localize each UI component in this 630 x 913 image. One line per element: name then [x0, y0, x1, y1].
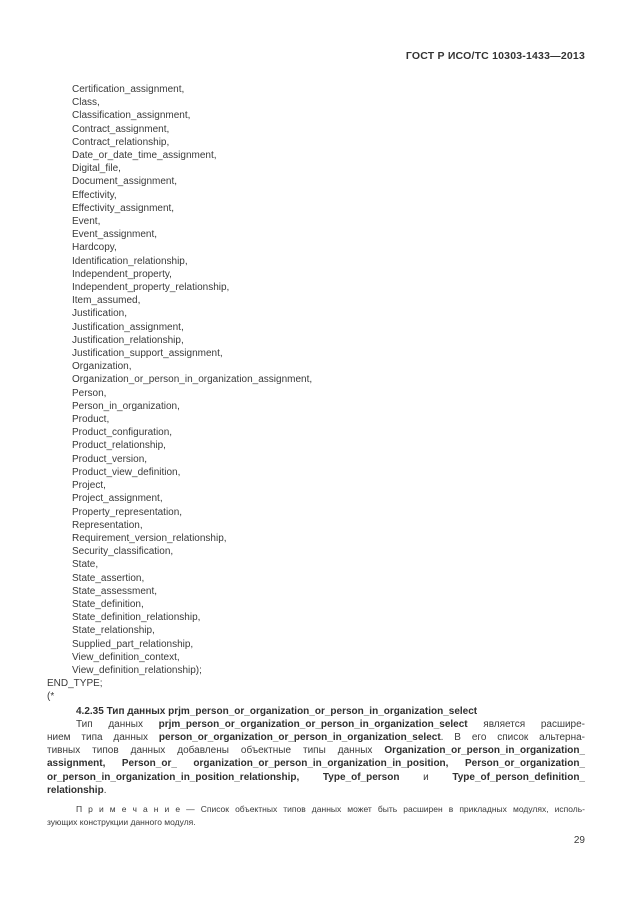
code-line: State_definition_relationship,: [72, 612, 201, 624]
code-line: Independent_property,: [72, 268, 172, 280]
code-line: Requirement_version_relationship,: [72, 532, 227, 544]
section-heading: 4.2.35 Тип данных prjm_person_or_organization_or_person_in_organization_select: [76, 705, 478, 717]
text-segment: .: [103, 784, 107, 796]
paragraph-line: [47, 816, 585, 829]
text-segment: Organization_or_person_in_organization_: [384, 745, 585, 757]
code-line: Justification_relationship,: [72, 334, 184, 346]
code-line: Security_classification,: [72, 546, 174, 558]
code-line: Product_view_definition,: [72, 466, 181, 478]
code-line: Justification_assignment,: [72, 321, 184, 333]
code-line: View_definition_relationship);: [72, 664, 202, 676]
code-line: Digital_file,: [72, 163, 121, 175]
code-line: Contract_relationship,: [72, 136, 170, 148]
text-segment: or_person_in_organization_in_position_relationship, Type_of_person: [47, 771, 400, 783]
code-line: State,: [72, 559, 99, 571]
code-line: State_definition,: [72, 598, 144, 610]
text-segment: relationship: [47, 784, 104, 796]
code-line: Person,: [72, 387, 107, 399]
page-number: 29: [573, 834, 585, 846]
code-line: Event_assignment,: [72, 229, 158, 241]
code-line: Class,: [72, 97, 100, 109]
code-line: Identification_relationship,: [72, 255, 188, 267]
text-segment: нием типа данных: [47, 731, 159, 743]
text-segment: Type_of_person_definition_: [452, 771, 585, 783]
text-segment: person_or_organization_or_person_in_organization_select: [158, 731, 441, 743]
paragraph-line: [47, 731, 585, 744]
text-segment: Тип данных: [76, 718, 159, 730]
code-line: Representation,: [72, 519, 143, 531]
paragraph-line: [47, 744, 585, 757]
paragraph-line: [47, 718, 585, 731]
code-line: Person_in_organization,: [72, 400, 180, 412]
code-line: Product,: [72, 414, 110, 426]
end-type-statement: END_TYPE;: [47, 678, 103, 690]
express-code-block: [47, 83, 585, 704]
code-line: Property_representation,: [72, 506, 183, 518]
code-line: Product_configuration,: [72, 427, 173, 439]
select-type-list: [47, 83, 585, 677]
text-segment: prjm_person_or_organization_or_person_in_organization_select: [158, 718, 468, 730]
code-line: Justification_support_assignment,: [72, 348, 223, 360]
paragraph-line: [47, 771, 585, 784]
text-segment: assignment, Person_or_ organization_or_person_in_organization_in_position, Person_or_organization_: [47, 758, 585, 770]
running-header: ГОСТ Р ИСО/ТС 10303-1433—2013: [405, 50, 585, 62]
comment-open-token: (*: [47, 691, 55, 703]
code-line: Justification,: [72, 308, 128, 320]
text-segment: . В его список альтерна-: [440, 731, 585, 743]
note-paragraph: [47, 803, 585, 829]
paragraph-line: [47, 784, 585, 797]
code-line: Organization,: [72, 361, 132, 373]
code-line: Contract_assignment,: [72, 123, 170, 135]
paragraph-line: [47, 757, 585, 770]
code-line: Organization_or_person_in_organization_assignment,: [72, 374, 313, 386]
code-line: Independent_property_relationship,: [72, 282, 230, 294]
text-segment: является расшире-: [467, 718, 585, 730]
code-line: View_definition_context,: [72, 651, 180, 663]
code-line: Item_assumed,: [72, 295, 141, 307]
code-line: State_assessment,: [72, 585, 158, 597]
code-line: Event,: [72, 216, 101, 228]
code-line: Project,: [72, 480, 106, 492]
code-line: Product_relationship,: [72, 440, 166, 452]
text-segment: и: [399, 771, 453, 783]
text-segment: П р и м е ч а н и е — Список объектных типов данных может быть расширен в прикладных модулях, исполь-: [76, 803, 585, 814]
code-line: Product_version,: [72, 453, 148, 465]
code-line: Date_or_date_time_assignment,: [72, 150, 217, 162]
code-line: Hardcopy,: [72, 242, 117, 254]
code-line: Effectivity_assignment,: [72, 202, 175, 214]
text-segment: тивных типов данных добавлены объектные типы данных: [47, 745, 385, 757]
section-paragraph: [47, 718, 585, 797]
text-segment: зующих конструкции данного модуля.: [47, 816, 196, 827]
code-line: Classification_assignment,: [72, 110, 191, 122]
code-line: State_relationship,: [72, 625, 155, 637]
page-content: [47, 83, 585, 847]
code-line: Project_assignment,: [72, 493, 163, 505]
code-line: Effectivity,: [72, 189, 117, 201]
code-line: Document_assignment,: [72, 176, 178, 188]
code-line: Supplied_part_relationship,: [72, 638, 194, 650]
code-line: Certification_assignment,: [72, 84, 185, 95]
code-line: State_assertion,: [72, 572, 145, 584]
paragraph-line: [47, 803, 585, 816]
